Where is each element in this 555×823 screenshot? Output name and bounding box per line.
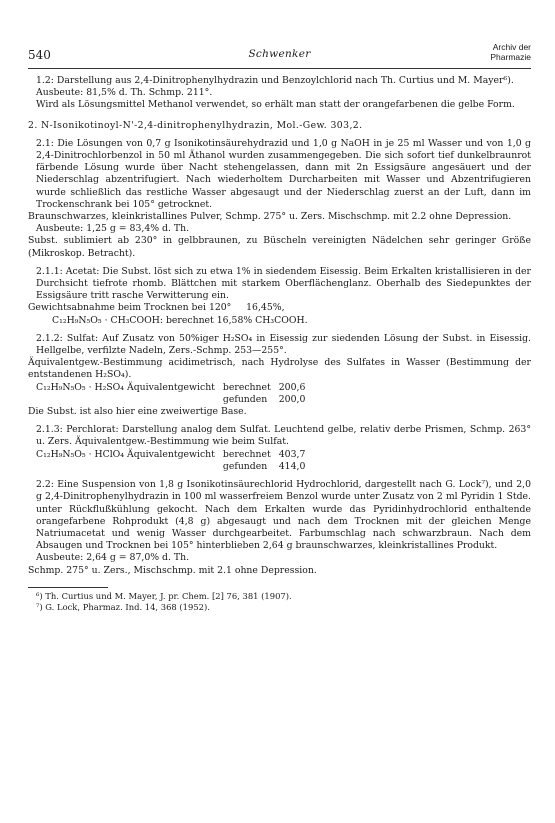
page-number: 540 [28, 48, 51, 62]
section-2-2-yield: Ausbeute: 2,64 g = 87,0% d. Th. [36, 552, 190, 564]
section-2-1-product: Braunschwarzes, kleinkristallines Pulver, Schmp. 275° u. Zers. Mischschmp. mit 2.2 ohne Depression. [28, 211, 512, 223]
section-2-1-1-text: 2.1.1: Acetat: Die Subst. löst sich zu etwa 1% in siedendem Eisessig. Beim Erkalten kristallisieren in der Durchsicht tiefrote rhomb. Blättchen mit starkem Oberflächenglanz. Oberhalb des Siedepunktes der Essigsäure tritt rasche Verwitterung ein. [36, 265, 531, 302]
perchlorate-equivalent-table [28, 449, 305, 473]
section-2-1-text: 2.1: Die Lösungen von 0,7 g Isonikotinsäurehydrazid und 1,0 g NaOH in je 25 ml Wasser und von 1,0 g 2,4-Dinitrochlorbenzol in 50 ml Äthanol wurden zusammengegeben. Die sich sofort tief dunkelbraunrot färbende Lösung wurde über Nacht stehengelassen, dann mit 2n Essigsäure angesäuert und der Niederschlag abzentrifugiert. Nach wiederholtem Durcharbeiten mit Wasser und Abzentrifugieren wurde schließlich das restliche Wasser abgesaugt und der Niederschlag zuerst an der Luft, dann im Trockenschrank bei 105° getrocknet. [36, 137, 531, 210]
footnote-7: ⁷) G. Lock, Pharmaz. Ind. 14, 368 (1952). [36, 601, 210, 612]
perchlorate-calc-value: 403,7 [278, 448, 306, 460]
section-2-1-2-equiv: Äquivalentgew.-Bestimmung acidimetrisch, nach Hydrolyse des Sulfates in Wasser (Bestimmung der entstandenen H₂SO₄). [28, 357, 531, 381]
weight-loss-label: Gewichtsabnahme beim Trocknen bei 120° [28, 302, 232, 314]
section-2-2-text: 2.2: Eine Suspension von 1,8 g Isonikotinsäurechlorid Hydrochlorid, dargestellt nach G. Lock⁷), und 2,0 g 2,4-Dinitrophenylhydrazin in 100 ml wasserfreiem Benzol wurde unter Zusatz von 2 ml Pyridin 1 Stde. unter Rückflußkühlung gekocht. Nach dem Erkalten wurde das Pyridinhydrochlorid enthaltende orangefarbene Rohprodukt (4,8 g) abgesaugt und nach dem Trocknen mit der gleichen Menge Natriumacetat und wenig Wasser durchgearbeitet. Farbumschlag nach schwarzbraun. Nach dem Absaugen und Trocknen bei 105° hinterblieben 2,64 g braunschwarzes, kleinkristallines Produkt. [36, 479, 531, 552]
section-2-1-3-text: 2.1.3: Perchlorat: Darstellung analog dem Sulfat. Leuchtend gelbe, relativ derbe Prismen, Schmp. 263° u. Zers. Äquivalentgew.-Bestimmung wie beim Sulfat. [36, 424, 531, 448]
section-1-2-yield: Ausbeute: 81,5% d. Th. Schmp. 211°. [36, 87, 213, 99]
sulfate-found-label: gefunden [222, 393, 268, 405]
running-header [28, 38, 531, 69]
section-2-1-2-text: 2.1.2: Sulfat: Auf Zusatz von 50%iger H₂SO₄ in Eisessig zur siedenden Lösung der Subst. in Eisessig. Hellgelbe, verfilzte Nadeln, Zers.-Schmp. 253—255°. [36, 332, 531, 357]
section-1-2-note: Wird als Lösungsmittel Methanol verwendet, so erhält man statt der orangefarbenen die gelbe Form. [36, 99, 515, 111]
footnote-divider [28, 587, 108, 588]
section-1-2-text: 1.2: Darstellung aus 2,4-Dinitrophenylhydrazin und Benzoylchlorid nach Th. Curtius und M. Mayer⁶). [36, 75, 514, 86]
sulfate-calc-label: berechnet [222, 381, 271, 393]
running-author: Schwenker [248, 48, 311, 60]
perchlorate-formula: C₁₂H₉N₅O₅ · HClO₄ Äquivalentgewicht [36, 448, 215, 460]
journal-page [28, 38, 531, 613]
section-2-2-melting-point: Schmp. 275° u. Zers., Mischschmp. mit 2.1 ohne Depression. [28, 564, 317, 576]
sulfate-formula: C₁₂H₉N₅O₅ · H₂SO₄ Äquivalentgewicht [36, 381, 215, 393]
footnote-6: ⁶) Th. Curtius und M. Mayer, J. pr. Chem. [2] 76, 381 (1907). [36, 590, 292, 601]
journal-name-line1: Archiv der [492, 42, 531, 52]
perchlorate-calc-label: berechnet [222, 448, 271, 460]
sulfate-equivalent-table [28, 382, 305, 406]
section-2-heading: 2. N-Isonikotinoyl-N'-2,4-dinitrophenylhydrazin, Mol.-Gew. 303,2. [28, 119, 363, 131]
sulfate-found-value: 200,0 [278, 393, 306, 405]
section-2-1-1-weight-loss [28, 302, 531, 314]
section-2-1-sublimation: Subst. sublimiert ab 230° in gelbbraunen, zu Büscheln vereinigten Nädelchen sehr geringer Größe (Mikroskop. Betracht). [28, 235, 531, 259]
weight-loss-value: 16,45%, [246, 302, 285, 314]
journal-name-line2: Pharmazie [490, 52, 531, 62]
sulfate-calc-value: 200,6 [278, 381, 306, 393]
section-2-1-1-formula: C₁₂H₉N₅O₅ · CH₃COOH: berechnet 16,58% CH₃COOH. [52, 314, 308, 326]
perchlorate-found-value: 414,0 [278, 460, 306, 472]
journal-name [490, 42, 531, 62]
perchlorate-found-label: gefunden [222, 460, 268, 472]
section-2-1-yield: Ausbeute: 1,25 g = 83,4% d. Th. [36, 223, 190, 235]
section-2-1-2-conclusion: Die Subst. ist also hier eine zweiwertige Base. [28, 406, 247, 418]
